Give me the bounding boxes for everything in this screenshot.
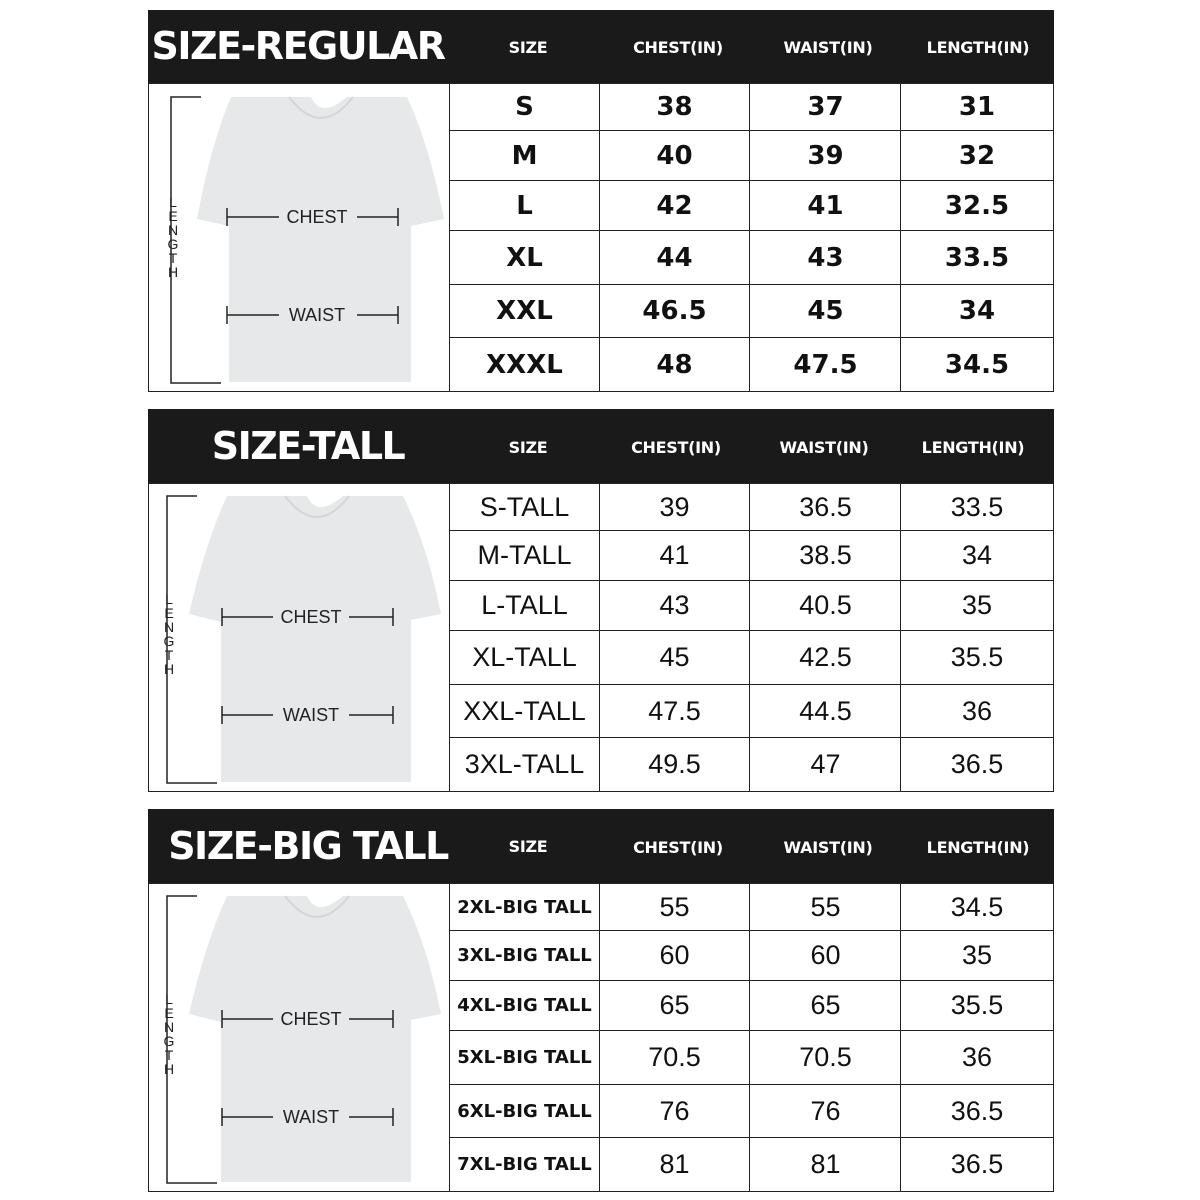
column-header-chest: CHEST(IN) xyxy=(633,38,723,57)
size-cell: 3XL-TALL xyxy=(450,738,600,791)
size-cell: M-TALL xyxy=(450,531,600,580)
table-body xyxy=(148,483,1054,792)
length-cell: 36.5 xyxy=(950,1095,1004,1126)
size-cell: XXXL xyxy=(450,338,600,391)
table-row xyxy=(450,1085,1053,1138)
length-cell: 32 xyxy=(958,140,996,171)
waist-cell: 60 xyxy=(751,931,901,980)
table-row xyxy=(450,581,1053,631)
table-row xyxy=(450,931,1053,981)
column-header-size: SIZE xyxy=(508,38,548,57)
table-row xyxy=(450,738,1053,791)
tshirt-icon xyxy=(149,884,449,1191)
waist-cell: 45 xyxy=(751,285,901,337)
waist-cell: 55 xyxy=(751,884,901,930)
column-header-chest: CHEST(IN) xyxy=(631,438,721,457)
table-row xyxy=(450,631,1053,685)
table-row xyxy=(450,131,1053,181)
length-cell: 35.5 xyxy=(950,642,1004,672)
column-header-size: SIZE xyxy=(508,837,548,856)
column-header-waist: WAIST(IN) xyxy=(783,838,873,857)
table-header xyxy=(148,409,1054,483)
size-cell: 6XL-BIG TALL xyxy=(450,1085,600,1137)
waist-cell: 38.5 xyxy=(751,531,901,580)
chest-cell: 42 xyxy=(600,181,750,230)
chest-cell: 43 xyxy=(600,581,750,630)
tshirt-icon xyxy=(149,84,449,391)
table-row xyxy=(450,981,1053,1031)
length-cell: 33.5 xyxy=(950,491,1004,522)
length-label: L E N G T H xyxy=(167,194,179,280)
table-row xyxy=(450,181,1053,231)
chest-cell: 48 xyxy=(600,338,750,391)
size-cell: 2XL-BIG TALL xyxy=(450,884,600,930)
table-body xyxy=(148,883,1054,1192)
waist-cell: 81 xyxy=(751,1138,901,1191)
table-row xyxy=(450,484,1053,531)
length-cell: 31 xyxy=(958,92,996,122)
length-cell: 36.5 xyxy=(950,1149,1004,1179)
waist-cell: 42.5 xyxy=(751,631,901,684)
length-cell: 32.5 xyxy=(944,190,1010,221)
size-cell: M xyxy=(450,131,600,180)
waist-cell: 37 xyxy=(751,84,901,130)
chest-label: CHEST xyxy=(280,607,342,627)
column-header-length: LENGTH(IN) xyxy=(921,438,1025,457)
waist-cell: 47 xyxy=(751,738,901,791)
size-cell: 3XL-BIG TALL xyxy=(450,931,600,980)
waist-cell: 76 xyxy=(751,1085,901,1137)
waist-label: WAIST xyxy=(282,1107,340,1127)
waist-cell: 43 xyxy=(751,231,901,284)
chest-cell: 38 xyxy=(600,84,750,130)
table-row xyxy=(450,231,1053,285)
size-cell: S xyxy=(450,84,600,130)
waist-cell: 36.5 xyxy=(751,484,901,530)
section-title: SIZE-REGULAR xyxy=(151,24,445,68)
chest-cell: 46.5 xyxy=(600,285,750,337)
waist-cell: 70.5 xyxy=(751,1031,901,1084)
size-cell: L xyxy=(450,181,600,230)
column-header-length: LENGTH(IN) xyxy=(926,38,1030,57)
size-cell: S-TALL xyxy=(450,484,600,530)
length-cell: 34.5 xyxy=(944,349,1010,380)
size-cell: XL xyxy=(450,231,600,284)
table-row xyxy=(450,685,1053,738)
waist-cell: 39 xyxy=(751,131,901,180)
waist-cell: 40.5 xyxy=(751,581,901,630)
chest-cell: 49.5 xyxy=(600,738,750,791)
table-row xyxy=(450,1031,1053,1085)
length-cell: 35 xyxy=(961,590,993,620)
length-cell: 36.5 xyxy=(950,749,1004,779)
size-cell: 4XL-BIG TALL xyxy=(450,981,600,1030)
table-row xyxy=(450,285,1053,338)
shirt-diagram xyxy=(149,884,450,1191)
chest-cell: 44 xyxy=(600,231,750,284)
table-header xyxy=(148,809,1054,883)
chest-cell: 55 xyxy=(600,884,750,930)
table-row xyxy=(450,884,1053,931)
column-header-waist: WAIST(IN) xyxy=(779,438,869,457)
column-header-chest: CHEST(IN) xyxy=(633,838,723,857)
chest-cell: 81 xyxy=(600,1138,750,1191)
waist-label: WAIST xyxy=(282,705,340,725)
size-cell: XL-TALL xyxy=(450,631,600,684)
shirt-diagram xyxy=(149,84,450,391)
length-cell: 35.5 xyxy=(950,990,1004,1020)
table-body xyxy=(148,83,1054,392)
waist-label: WAIST xyxy=(288,305,346,325)
length-cell: 36 xyxy=(961,1042,993,1072)
section-title: SIZE-TALL xyxy=(211,424,405,468)
chest-cell: 39 xyxy=(600,484,750,530)
length-cell: 34.5 xyxy=(950,891,1004,922)
waist-cell: 41 xyxy=(751,181,901,230)
chest-cell: 70.5 xyxy=(600,1031,750,1084)
table-row xyxy=(450,1138,1053,1191)
waist-cell: 44.5 xyxy=(751,685,901,737)
length-cell: 36 xyxy=(961,695,993,726)
size-cell: XXL xyxy=(450,285,600,337)
table-row xyxy=(450,531,1053,581)
size-cell: 5XL-BIG TALL xyxy=(450,1031,600,1084)
length-label: L E N G T H xyxy=(163,991,175,1077)
size-cell: XXL-TALL xyxy=(450,685,600,737)
table-row xyxy=(450,84,1053,131)
section-title: SIZE-BIG TALL xyxy=(168,824,448,868)
length-cell: 35 xyxy=(961,940,993,970)
chest-cell: 47.5 xyxy=(600,685,750,737)
chest-label: CHEST xyxy=(280,1009,342,1029)
chest-cell: 40 xyxy=(600,131,750,180)
chest-cell: 45 xyxy=(600,631,750,684)
size-cell: L-TALL xyxy=(450,581,600,630)
chest-cell: 76 xyxy=(600,1085,750,1137)
length-label: L E N G T H xyxy=(163,591,175,677)
chest-cell: 41 xyxy=(600,531,750,580)
length-cell: 33.5 xyxy=(944,242,1010,273)
column-header-length: LENGTH(IN) xyxy=(926,838,1030,857)
table-header xyxy=(148,10,1054,83)
column-header-size: SIZE xyxy=(508,438,548,457)
chest-cell: 65 xyxy=(600,981,750,1030)
length-cell: 34 xyxy=(961,540,993,570)
waist-cell: 65 xyxy=(751,981,901,1030)
chest-cell: 60 xyxy=(600,931,750,980)
length-cell: 34 xyxy=(958,296,996,326)
waist-cell: 47.5 xyxy=(751,338,901,391)
size-cell: 7XL-BIG TALL xyxy=(450,1138,600,1191)
chest-label: CHEST xyxy=(286,207,348,227)
table-row xyxy=(450,338,1053,391)
tshirt-icon xyxy=(149,484,449,791)
column-header-waist: WAIST(IN) xyxy=(783,38,873,57)
shirt-diagram xyxy=(149,484,450,791)
